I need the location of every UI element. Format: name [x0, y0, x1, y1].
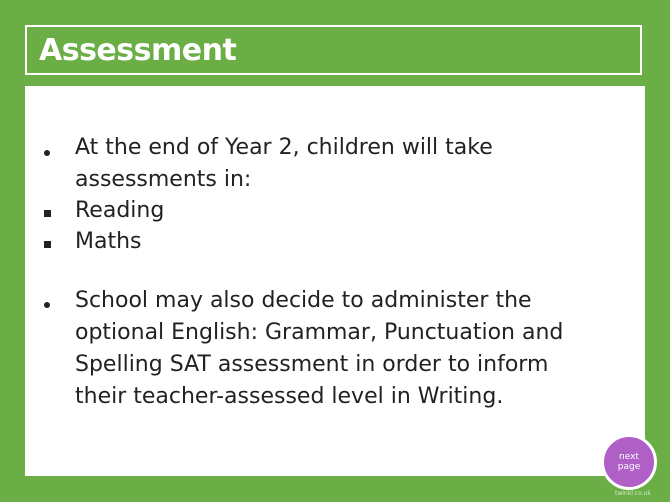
bullet-line-school-4: their teacher-assessed level in Writing. — [75, 384, 504, 409]
content-panel — [25, 86, 645, 476]
watermark: twinkl.co.uk — [615, 490, 651, 497]
round-bullet-marker — [44, 302, 50, 308]
bullet-reading: Reading — [75, 198, 165, 223]
square-bullet-marker — [44, 241, 51, 248]
bullet-line-1: At the end of Year 2, children will take — [75, 135, 493, 160]
bullet-maths: Maths — [75, 229, 142, 254]
bullet-line-school-1: School may also decide to administer the — [75, 288, 532, 313]
title-bar — [25, 25, 642, 75]
round-bullet-marker — [44, 150, 50, 156]
slide-title: Assessment — [39, 33, 237, 68]
next-page-label-page: page — [617, 462, 641, 472]
bullet-line-2: assessments in: — [75, 167, 252, 192]
next-page-button[interactable] — [601, 434, 657, 490]
bullet-line-school-3: Spelling SAT assessment in order to inform — [75, 352, 549, 377]
bullet-line-school-2: optional English: Grammar, Punctuation and — [75, 320, 564, 345]
next-page-label-next: next — [619, 452, 639, 462]
square-bullet-marker — [44, 210, 51, 217]
